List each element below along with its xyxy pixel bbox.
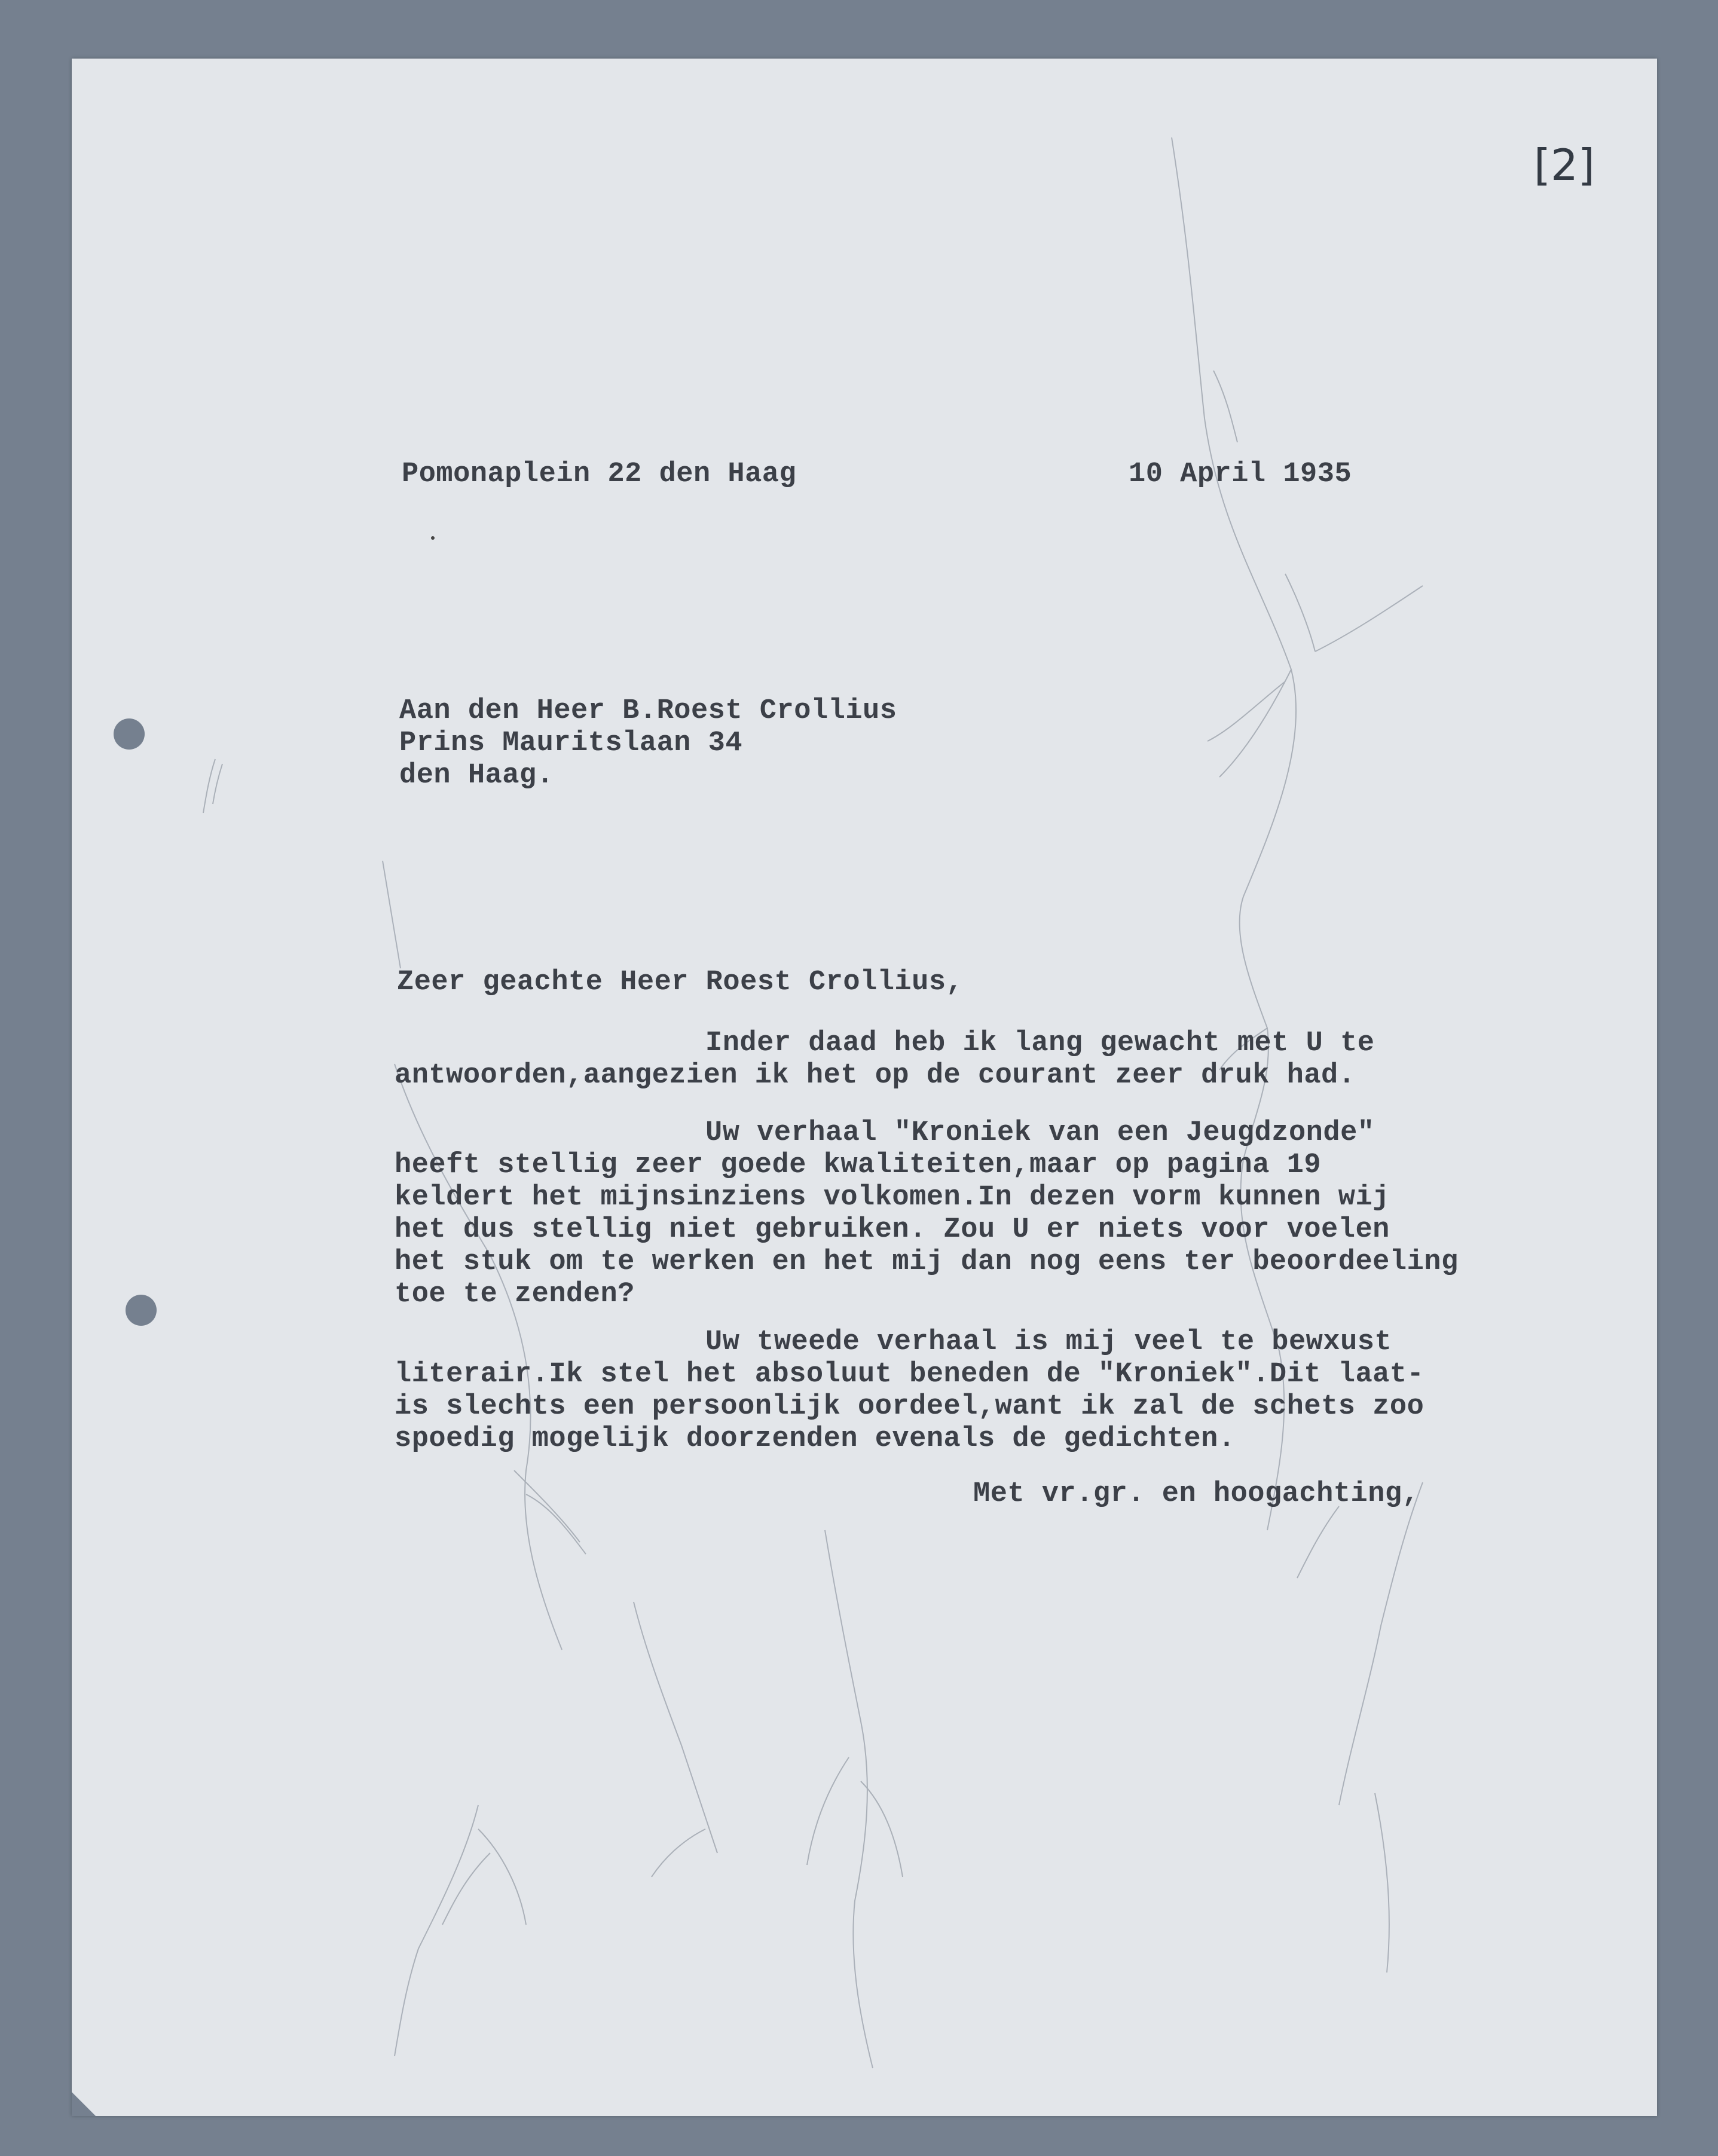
paragraph-3-line-3: is slechts een persoonlijk oordeel,want ik zal de schets zoo — [395, 1391, 1424, 1423]
closing: Met vr.gr. en hoogachting, — [973, 1478, 1420, 1510]
paragraph-1-line-2: antwoorden,aangezien ik het op de courant zeer druk had. — [395, 1060, 1356, 1091]
letter-date: 10 April 1935 — [1129, 458, 1352, 490]
page-number: [2] — [1534, 140, 1595, 190]
paragraph-3-line-4: spoedig mogelijk doorzenden evenals de gedichten. — [395, 1423, 1236, 1455]
paragraph-2-line-6: toe te zenden? — [395, 1279, 635, 1310]
paragraph-3-line-2: literair.Ik stel het absoluut beneden de "Kroniek".Dit laat- — [395, 1359, 1424, 1390]
paragraph-3-line-1: Uw tweede verhaal is mij veel te bewxust — [705, 1326, 1392, 1358]
sender-address: Pomonaplein 22 den Haag — [402, 458, 797, 490]
recipient-line-3: den Haag. — [399, 760, 554, 791]
paragraph-2-line-1: Uw verhaal "Kroniek van een Jeugdzonde" — [705, 1117, 1375, 1149]
paragraph-2-line-5: het stuk om te werken en het mij dan nog eens ter beoordeeling — [395, 1246, 1459, 1278]
paragraph-1-line-1: Inder daad heb ik lang gewacht met U te — [705, 1027, 1375, 1059]
salutation: Zeer geachte Heer Roest Crollius, — [397, 967, 964, 998]
recipient-line-1: Aan den Heer B.Roest Crollius — [399, 695, 897, 727]
punch-hole-bottom — [126, 1295, 157, 1326]
stray-dot — [431, 536, 435, 540]
punch-hole-top — [114, 718, 145, 750]
recipient-line-2: Prins Mauritslaan 34 — [399, 727, 743, 759]
paragraph-2-line-3: keldert het mijnsinziens volkomen.In dezen vorm kunnen wij — [395, 1182, 1390, 1213]
paragraph-2-line-2: heeft stellig zeer goede kwaliteiten,maar op pagina 19 — [395, 1149, 1322, 1181]
paragraph-2-line-4: het dus stellig niet gebruiken. Zou U er niets voor voelen — [395, 1214, 1390, 1246]
torn-corner — [72, 2092, 96, 2116]
